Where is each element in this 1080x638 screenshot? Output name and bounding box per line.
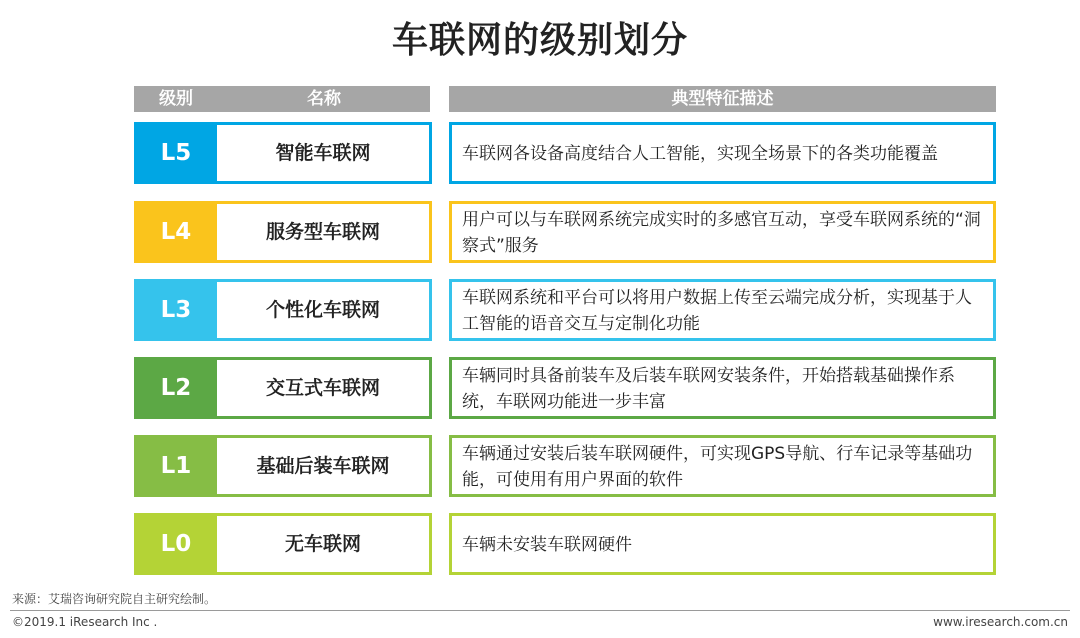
header-description: 典型特征描述: [449, 86, 996, 112]
level-description: [449, 279, 996, 341]
level-name: 服务型车联网: [214, 201, 432, 263]
footer-divider: [10, 610, 1070, 611]
level-row: [0, 435, 1080, 497]
level-badge: L5: [134, 122, 218, 184]
level-description-text: 用户可以与车联网系统完成实时的多感官互动，享受车联网系统的“洞察式”服务: [462, 210, 981, 256]
header-name: 名称: [218, 86, 430, 112]
level-description: [449, 513, 996, 575]
level-row: [0, 279, 1080, 341]
level-description-text: 车辆通过安装后装车联网硬件，可实现GPS导航、行车记录等基础功能，可使用有用户界面的软件: [462, 444, 973, 490]
level-badge: L0: [134, 513, 218, 575]
header-level: 级别: [134, 86, 218, 112]
level-badge: L1: [134, 435, 218, 497]
level-name: 交互式车联网: [214, 357, 432, 419]
source-note: 来源：艾瑞咨询研究院自主研究绘制。: [12, 592, 217, 606]
level-description-text: 车辆同时具备前装车及后装车联网安装条件，开始搭载基础操作系统，车联网功能进一步丰富: [462, 366, 955, 412]
copyright-text: ©2019.1 iResearch Inc .: [12, 615, 158, 629]
level-description: [449, 357, 996, 419]
level-description: [449, 435, 996, 497]
level-description: [449, 201, 996, 263]
level-description-text: 车辆未安装车联网硬件: [462, 535, 632, 555]
level-name: 基础后装车联网: [214, 435, 432, 497]
level-badge: L3: [134, 279, 218, 341]
page-title: 车联网的级别划分: [391, 20, 688, 61]
level-description-text: 车联网各设备高度结合人工智能，实现全场景下的各类功能覆盖: [462, 144, 938, 164]
level-description: [449, 122, 996, 184]
level-row: [0, 122, 1080, 184]
level-row: [0, 513, 1080, 575]
level-row: [0, 201, 1080, 263]
website-link[interactable]: www.iresearch.com.cn: [933, 615, 1068, 629]
level-name: 智能车联网: [214, 122, 432, 184]
level-badge: L2: [134, 357, 218, 419]
level-row: [0, 357, 1080, 419]
level-name: 无车联网: [214, 513, 432, 575]
level-description-text: 车联网系统和平台可以将用户数据上传至云端完成分析，实现基于人工智能的语音交互与定制化功能: [462, 288, 972, 334]
level-name: 个性化车联网: [214, 279, 432, 341]
level-badge: L4: [134, 201, 218, 263]
